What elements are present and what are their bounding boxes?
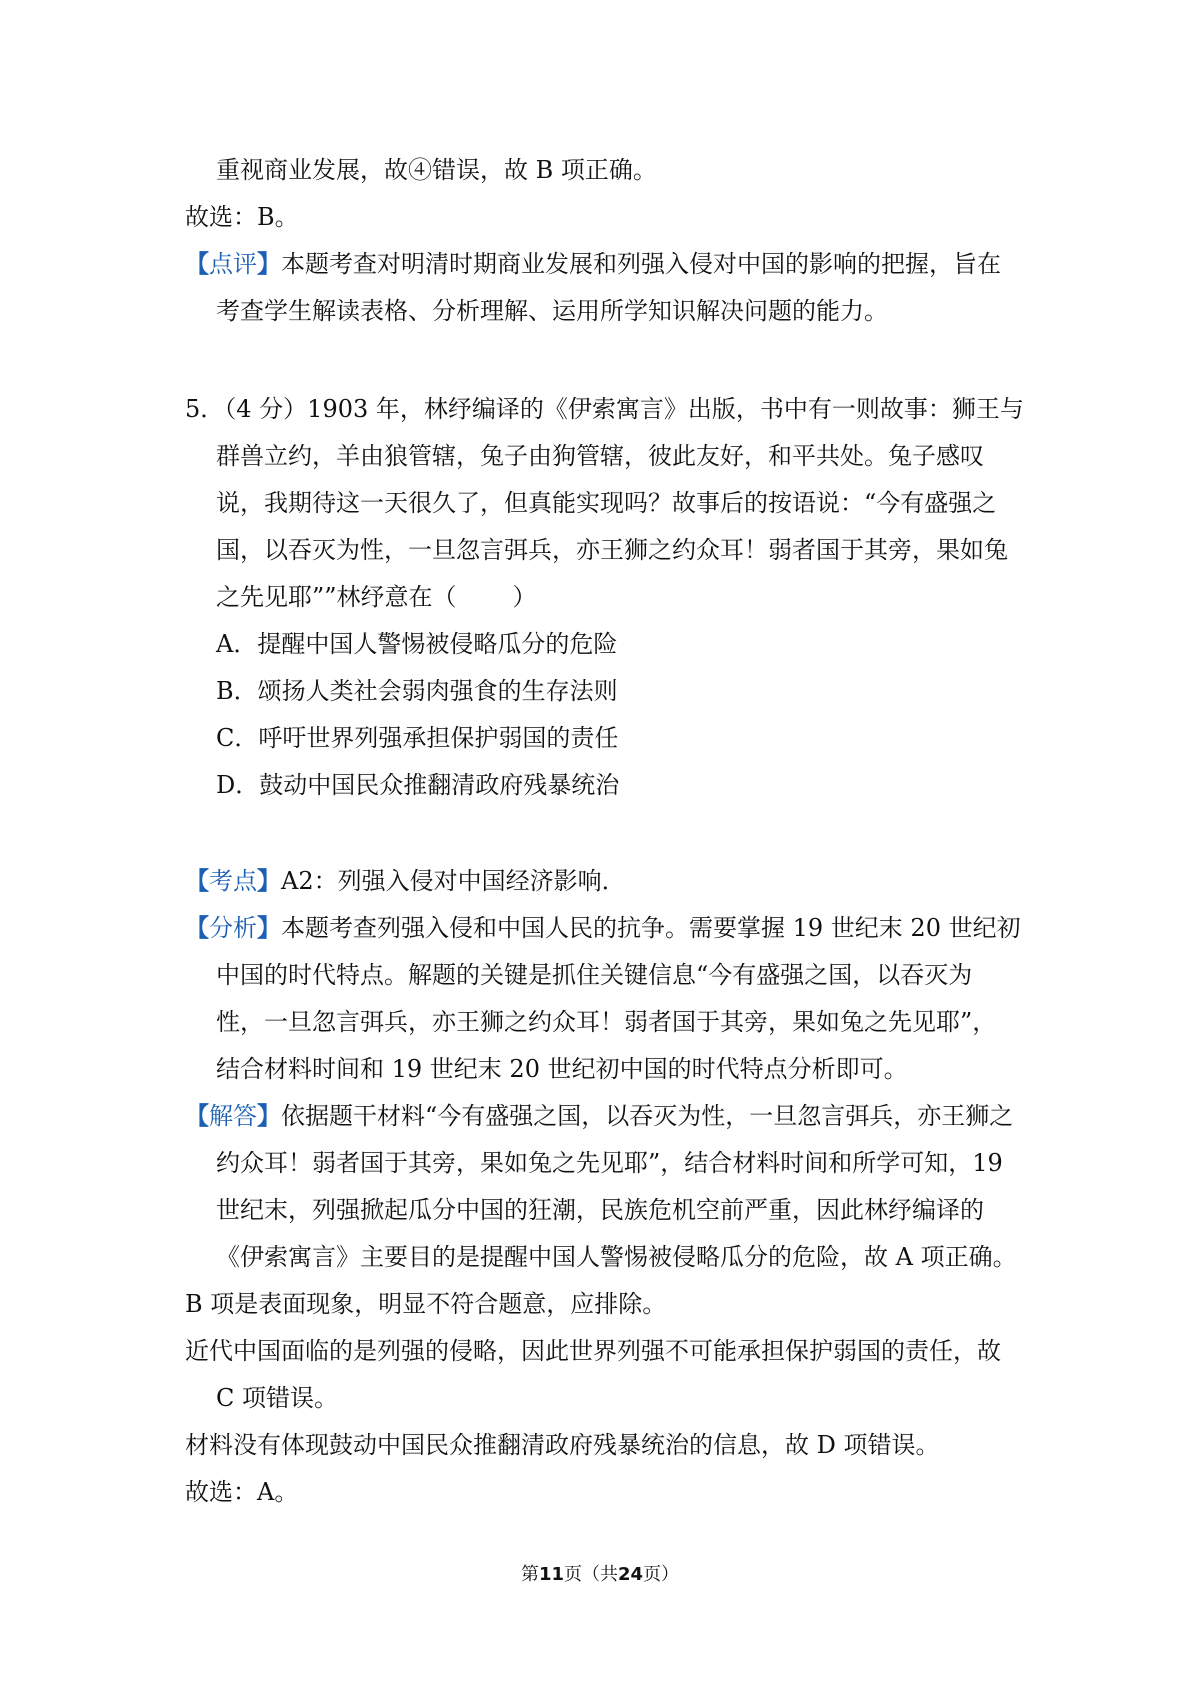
page-number: 11 [538,1564,564,1585]
fenxi-line-4: 结合材料时间和 19 世纪末 20 世纪初中国的时代特点分析即可。 [216,1055,908,1083]
fenxi-line-3: 性，一旦忽言弭兵，亦王狮之约众耳！弱者国于其旁，果如兔之先见耶”， [216,1008,997,1036]
option-c: C．呼吁世界列强承担保护弱国的责任 [216,724,619,752]
question-line-4: 国，以吞灭为性，一旦忽言弭兵，亦王狮之约众耳！弱者国于其旁，果如兔 [216,536,1008,564]
option-a: A．提醒中国人警惕被侵略瓜分的危险 [216,630,618,658]
review-line-1: 【点评】本题考查对明清时期商业发展和列强入侵对中国的影响的把握，旨在 [185,249,1001,278]
total-pages: 24 [618,1564,644,1585]
review-tag: 【点评】 [185,249,281,278]
prev-answer-line: 重视商业发展，故④错误，故 B 项正确。 [216,156,657,184]
c-explanation-line-1: 近代中国面临的是列强的侵略，因此世界列强不可能承担保护弱国的责任，故 [185,1337,1001,1365]
page-footer: 第11页（共24页） [520,1564,680,1585]
review-line-2: 考查学生解读表格、分析理解、运用所学知识解决问题的能力。 [216,297,888,325]
jieda-line-4: 《伊索寓言》主要目的是提醒中国人警惕被侵略瓜分的危险，故 A 项正确。 [216,1243,1017,1271]
fenxi-tag: 【分析】 [185,913,281,942]
question-line-2: 群兽立约，羊由狼管辖，兔子由狗管辖，彼此友好，和平共处。兔子感叹 [216,442,984,470]
question-line-3: 说，我期待这一天很久了，但真能实现吗？故事后的按语说：“今有盛强之 [216,489,997,517]
jieda-line-2: 约众耳！弱者国于其旁，果如兔之先见耶”，结合材料时间和所学可知，19 [216,1149,1003,1177]
fenxi-line-1: 【分析】本题考查列强入侵和中国人民的抗争。需要掌握 19 世纪末 20 世纪初 [185,913,1021,942]
option-b: B．颂扬人类社会弱肉强食的生存法则 [216,677,618,705]
jieda-line-1: 【解答】依据题干材料“今有盛强之国，以吞灭为性，一旦忽言弭兵，亦王狮之 [185,1101,1014,1130]
option-d: D．鼓动中国民众推翻清政府残暴统治 [216,771,620,799]
b-explanation: B 项是表面现象，明显不符合题意，应排除。 [185,1290,667,1318]
question-line-1: 5．（4 分）1903 年，林纾编译的《伊索寓言》出版，书中有一则故事：狮王与 [185,395,1024,423]
jieda-line-3: 世纪末，列强掀起瓜分中国的狂潮，民族危机空前严重，因此林纾编译的 [216,1196,984,1224]
question-line-5: 之先见耶””林纾意在（ ） [216,583,537,611]
kaodian-line: 【考点】A2：列强入侵对中国经济影响． [185,866,626,895]
prev-choice: 故选：B。 [185,203,299,231]
c-explanation-line-2: C 项错误。 [216,1384,338,1412]
final-answer: 故选：A。 [185,1478,299,1506]
question-number: 5． [185,395,225,423]
d-explanation: 材料没有体现鼓动中国民众推翻清政府残暴统治的信息，故 D 项错误。 [185,1431,940,1459]
kaodian-tag: 【考点】 [185,866,281,895]
fenxi-line-2: 中国的时代特点。解题的关键是抓住关键信息“今有盛强之国，以吞灭为 [216,961,973,989]
jieda-tag: 【解答】 [185,1101,281,1130]
